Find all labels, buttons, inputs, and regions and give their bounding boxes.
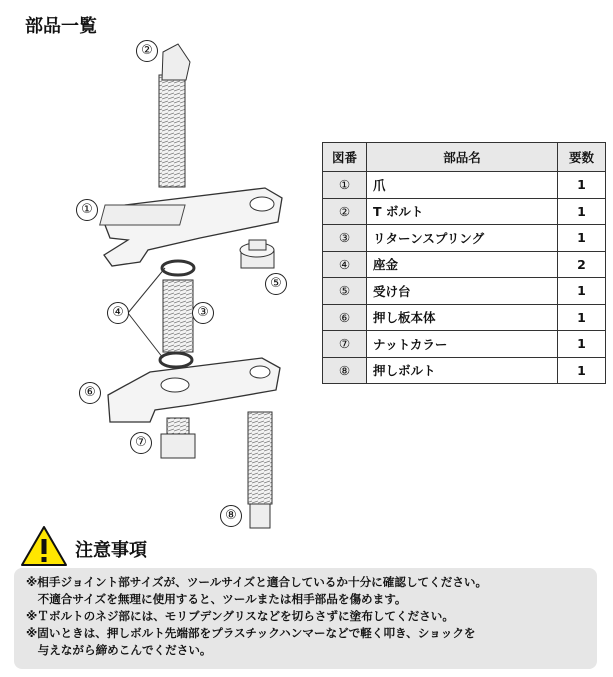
table-row	[323, 331, 606, 358]
cell-qty: 1	[558, 331, 606, 358]
push-bolt	[248, 412, 272, 528]
caution-line: 与えながら締めこんでください。	[26, 643, 212, 657]
cell-no: ⑧	[323, 357, 367, 384]
cell-no: ①	[323, 172, 367, 199]
caution-notes	[14, 568, 597, 669]
t-bolt	[159, 44, 190, 187]
cell-qty: 2	[558, 251, 606, 278]
table-header	[323, 143, 606, 172]
label-4: ④	[107, 302, 129, 324]
table-row	[323, 304, 606, 331]
cell-no: ④	[323, 251, 367, 278]
cell-no: ③	[323, 225, 367, 252]
label-2: ②	[136, 40, 158, 62]
cell-name: 押しボルト	[367, 357, 558, 384]
caution-title: 注意事項	[75, 540, 147, 561]
label-5: ⑤	[265, 273, 287, 295]
label-8: ⑧	[220, 505, 242, 527]
cell-qty: 1	[558, 304, 606, 331]
cell-qty: 1	[558, 198, 606, 225]
return-spring	[163, 280, 193, 352]
table-row	[323, 357, 606, 384]
cell-name: 座金	[367, 251, 558, 278]
cell-qty: 1	[558, 225, 606, 252]
cell-no: ⑤	[323, 278, 367, 305]
table-row	[323, 225, 606, 252]
cell-name: リターンスプリング	[367, 225, 558, 252]
cell-qty: 1	[558, 357, 606, 384]
caution-line: ※Ｔボルトのネジ部には、モリブデングリスなどを切らさずに塗布してください。	[26, 609, 454, 623]
receiver-block	[240, 240, 274, 268]
label-7: ⑦	[130, 432, 152, 454]
nut-collar	[161, 418, 195, 458]
label-1: ①	[76, 199, 98, 221]
header-name: 部品名	[367, 143, 558, 172]
page-title: 部品一覧	[25, 16, 97, 37]
cell-name: 受け台	[367, 278, 558, 305]
label-6: ⑥	[79, 382, 101, 404]
caution-line: 不適合サイズを無理に使用すると、ツールまたは相手部品を傷めます。	[26, 592, 407, 606]
table-row	[323, 198, 606, 225]
warning-icon	[20, 525, 68, 567]
cell-name: 爪	[367, 172, 558, 199]
table-row	[323, 251, 606, 278]
cell-qty: 1	[558, 172, 606, 199]
caution-line: ※相手ジョイント部サイズが、ツールサイズと適合しているか十分に確認してください。	[26, 575, 488, 589]
cell-no: ②	[323, 198, 367, 225]
table-row	[323, 172, 606, 199]
washer-bottom	[160, 353, 192, 367]
washer-top	[162, 261, 194, 275]
table-row	[323, 278, 606, 305]
cell-no: ⑥	[323, 304, 367, 331]
cell-qty: 1	[558, 278, 606, 305]
parts-exploded-diagram	[0, 0, 320, 540]
header-qty: 要数	[558, 143, 606, 172]
parts-table	[322, 142, 606, 384]
label-3: ③	[192, 302, 214, 324]
header-no: 図番	[323, 143, 367, 172]
cell-no: ⑦	[323, 331, 367, 358]
cell-name: 押し板本体	[367, 304, 558, 331]
cell-name: T ボルト	[367, 198, 558, 225]
cell-name: ナットカラー	[367, 331, 558, 358]
caution-line: ※固いときは、押しボルト先端部をプラスチックハンマーなどで軽く叩き、ショックを	[26, 626, 476, 640]
